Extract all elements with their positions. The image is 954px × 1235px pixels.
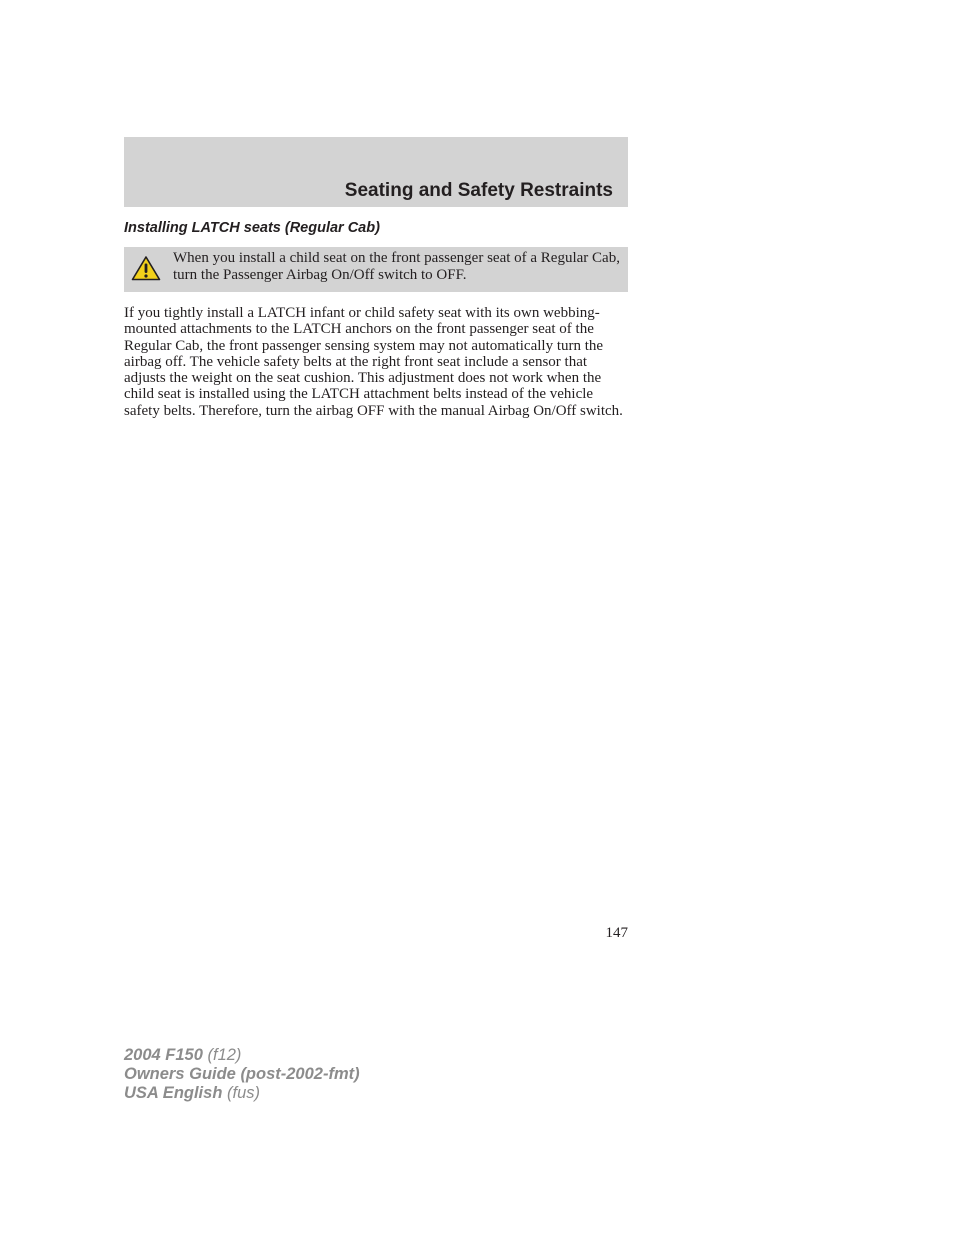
warning-triangle-icon	[131, 255, 161, 281]
footer-line-model	[124, 1046, 360, 1065]
footer-language-code: (fus)	[227, 1084, 260, 1102]
warning-text: When you install a child seat on the front passenger seat of a Regular Cab, turn the Passenger Airbag On/Off switch to OFF.	[173, 250, 620, 283]
footer-model: 2004 F150	[124, 1046, 203, 1064]
page-number: 147	[605, 925, 628, 941]
section-header-band	[124, 137, 628, 207]
warning-box	[124, 247, 628, 292]
footer-model-code: (f12)	[207, 1046, 242, 1064]
subheading: Installing LATCH seats (Regular Cab)	[124, 220, 380, 236]
footer-line-guide	[124, 1065, 360, 1084]
document-footer	[124, 1046, 360, 1103]
footer-guide: Owners Guide (post-2002-fmt)	[124, 1065, 360, 1083]
section-title: Seating and Safety Restraints	[344, 180, 613, 201]
body-paragraph: If you tightly install a LATCH infant or child safety seat with its own webbing-mounted attachments to the LATCH anchors on the front passenger seat of the Regular Cab, the front passenger sensing system may not automatically turn the airbag off. The vehicle safety belts at the right front seat include a sensor that adjusts the weight on the seat cushion. This adjustment does not work when the child seat is installed using the LATCH attachment belts instead of the vehicle safety belts. Therefore, turn the airbag OFF with the manual Airbag On/Off switch.	[124, 305, 623, 419]
footer-language: USA English	[124, 1084, 223, 1102]
footer-line-language	[124, 1084, 360, 1103]
